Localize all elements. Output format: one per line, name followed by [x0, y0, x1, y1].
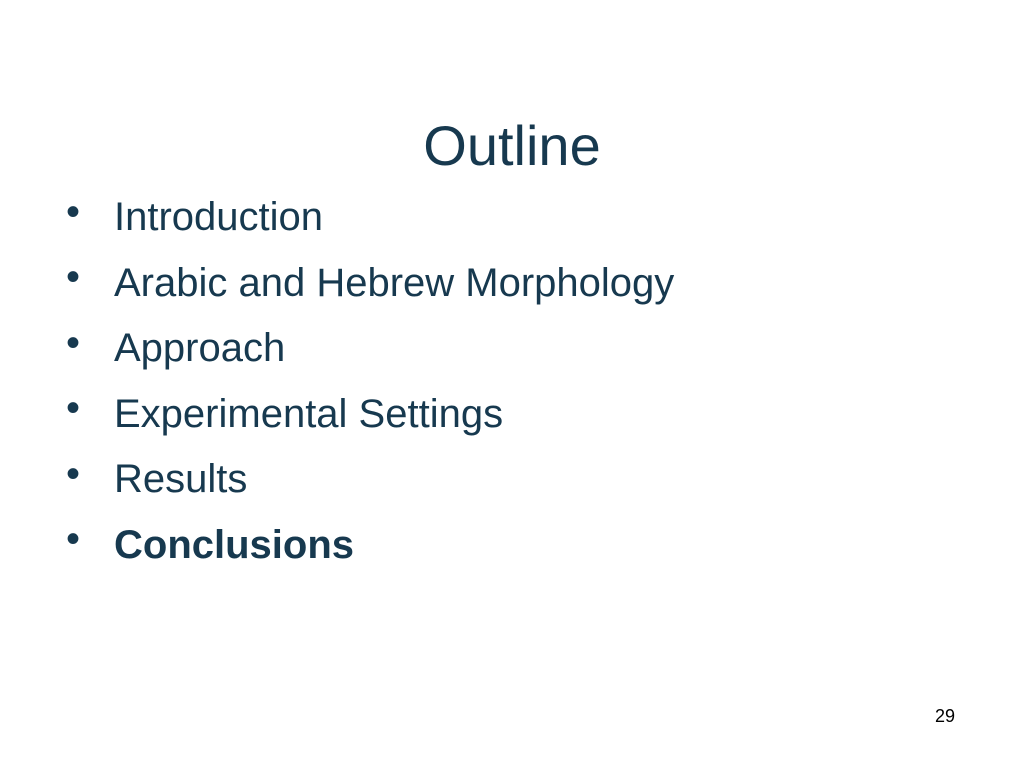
- bullet-icon: •: [66, 189, 81, 234]
- bullet-icon: •: [66, 255, 81, 300]
- bullet-list: [66, 185, 674, 578]
- bullet-item-conclusions: [66, 513, 674, 579]
- bullet-item-approach: [66, 316, 674, 382]
- bullet-icon: •: [66, 320, 81, 365]
- bullet-label-current: Conclusions: [114, 522, 355, 567]
- slide-number: 29: [934, 706, 956, 726]
- bullet-item-results: [66, 447, 674, 513]
- bullet-item-morphology: [66, 251, 674, 317]
- bullet-item-experimental-settings: [66, 382, 674, 448]
- bullet-label: Results: [114, 457, 248, 502]
- bullet-icon: •: [66, 451, 81, 496]
- bullet-label: Introduction: [114, 195, 324, 240]
- bullet-icon: •: [66, 386, 81, 431]
- bullet-label: Experimental Settings: [114, 391, 504, 436]
- bullet-label: Approach: [114, 326, 286, 371]
- bullet-label: Arabic and Hebrew Morphology: [114, 260, 675, 305]
- slide-title: Outline: [423, 113, 601, 177]
- bullet-item-introduction: [66, 185, 674, 251]
- bullet-icon: •: [66, 517, 81, 562]
